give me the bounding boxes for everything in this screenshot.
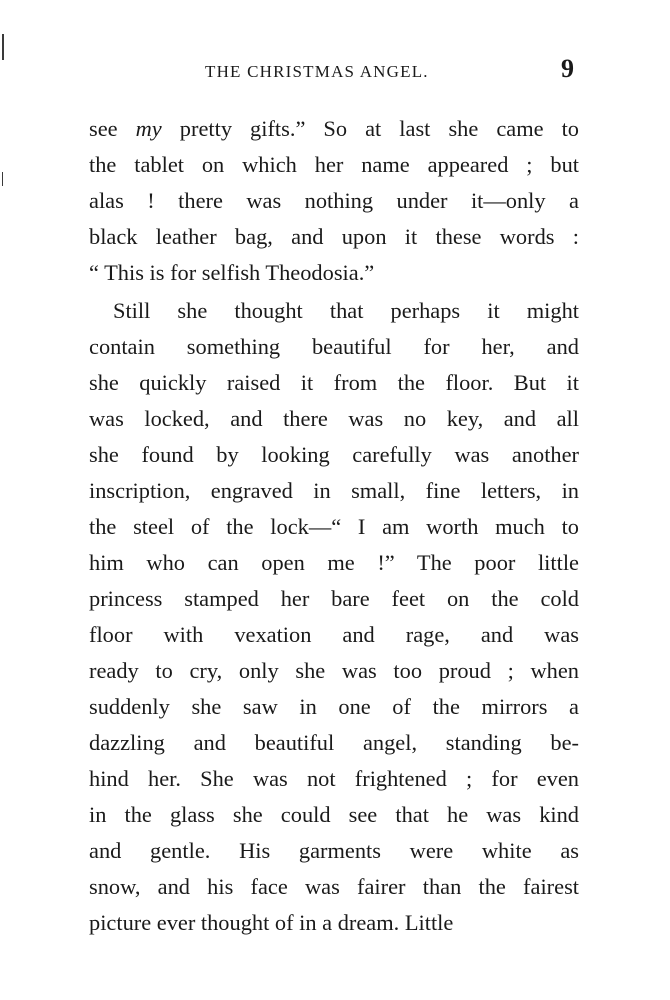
text-line: the steel of the lock—“ I am worth much to: [89, 514, 579, 539]
page-edge-mark: [2, 172, 3, 186]
text-line: picture ever thought of in a dream. Little: [89, 910, 454, 935]
text-line: floor with vexation and rage, and was: [89, 622, 579, 647]
text-line: princess stamped her bare feet on the cold: [89, 586, 579, 611]
text-line: Still she thought that perhaps it might: [113, 298, 579, 323]
paragraph: [89, 111, 579, 291]
text-span: pretty gifts.” So at last she came to: [161, 116, 580, 141]
text-line: she quickly raised it from the floor. But it: [89, 370, 579, 395]
text-line: inscription, engraved in small, fine letters, in: [89, 478, 579, 503]
text-line: ready to cry, only she was too proud ; when: [89, 658, 579, 683]
text-line: hind her. She was not frightened ; for even: [89, 766, 579, 791]
text-line: was locked, and there was no key, and all: [89, 406, 579, 431]
text-line: contain something beautiful for her, and: [89, 334, 579, 359]
text-line: and gentle. His garments were white as: [89, 838, 579, 863]
text-line: [89, 111, 579, 147]
text-span: see: [89, 116, 136, 141]
paragraph: [89, 293, 579, 941]
text-line: him who can open me !” The poor little: [89, 550, 579, 575]
text-line: dazzling and beautiful angel, standing be-: [89, 730, 579, 755]
text-line: black leather bag, and upon it these words :: [89, 224, 579, 249]
text-line: the tablet on which her name appeared ; but: [89, 152, 579, 177]
text-line: “ This is for selfish Theodosia.”: [89, 260, 375, 285]
text-line: alas ! there was nothing under it—only a: [89, 188, 579, 213]
text-line: she found by looking carefully was another: [89, 442, 579, 467]
text-line: suddenly she saw in one of the mirrors a: [89, 694, 579, 719]
text-line: in the glass she could see that he was kind: [89, 802, 579, 827]
running-title: THE CHRISTMAS ANGEL.: [205, 62, 429, 81]
page-header: [0, 52, 670, 92]
body-text: [89, 111, 579, 941]
page-number: 9: [561, 54, 574, 83]
emphasized-word: my: [135, 116, 162, 141]
text-line: snow, and his face was fairer than the fairest: [89, 874, 579, 899]
